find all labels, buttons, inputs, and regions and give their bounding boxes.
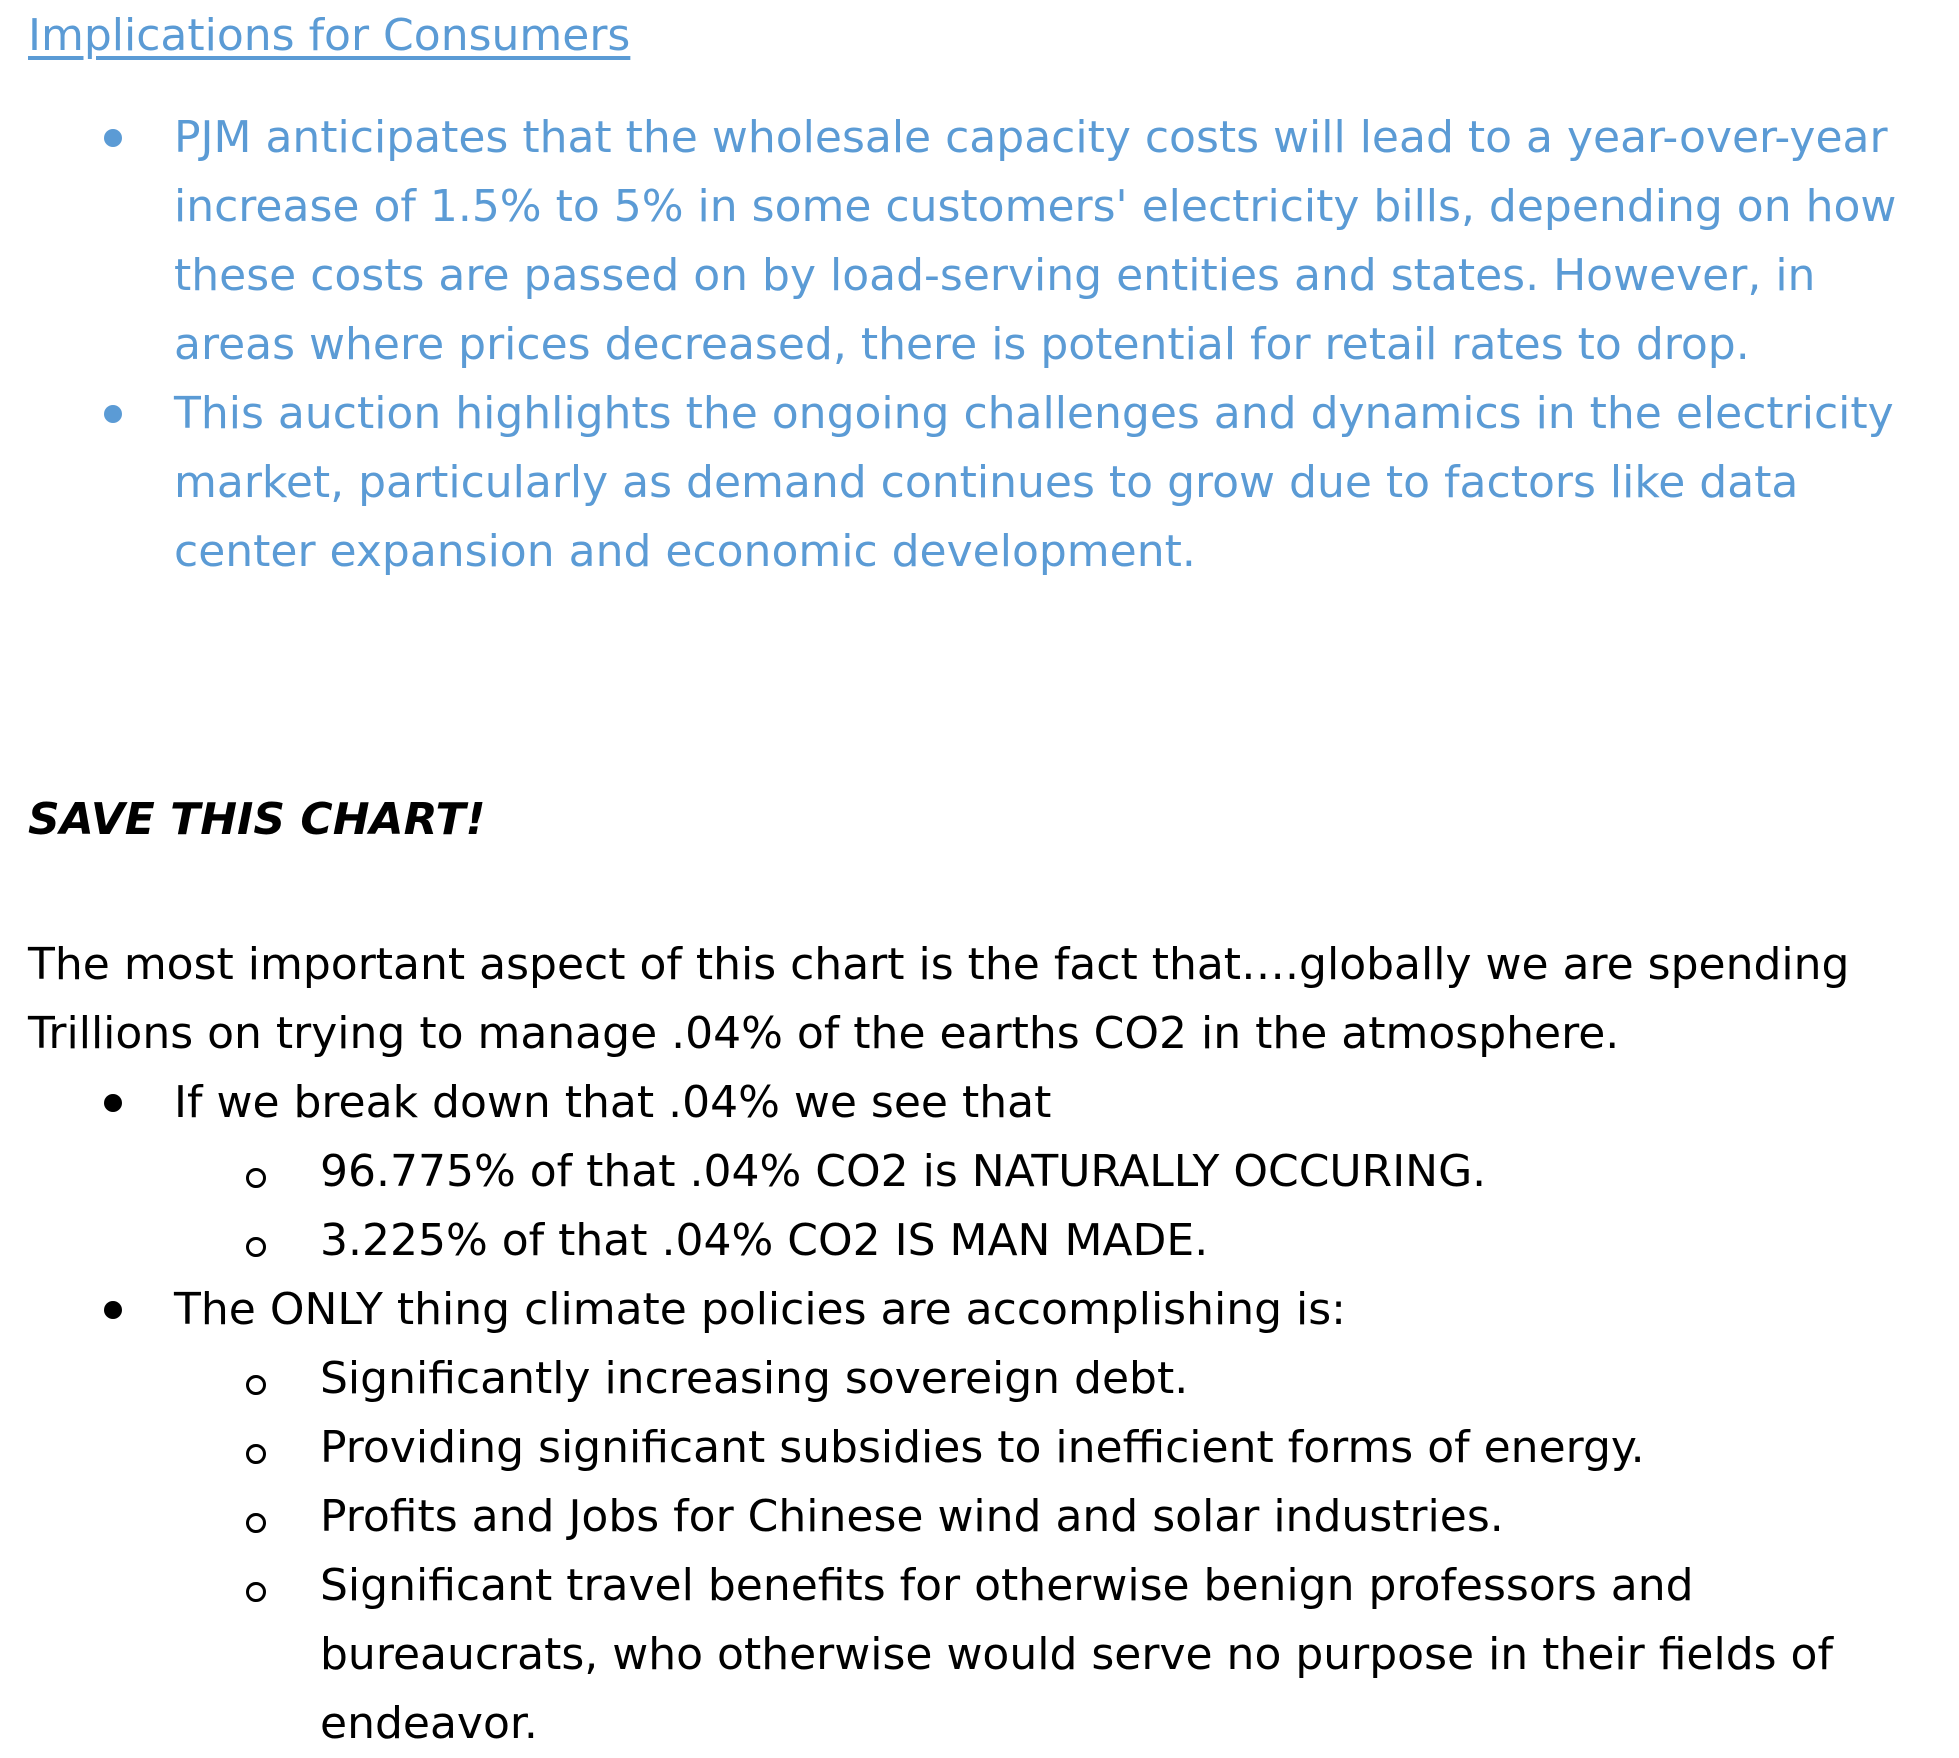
intro-paragraph: The most important aspect of this chart is the fact that….globally we are spending Trillions on trying to manage .04% of the earths CO2 in the atmosphere. (28, 939, 1850, 1059)
circle-bullet-icon (246, 1444, 266, 1464)
circle-bullet-icon (246, 1168, 266, 1188)
sub-list-item (0, 1482, 1959, 1551)
consumer-implications-list (0, 103, 1959, 586)
list-item-text: PJM anticipates that the wholesale capacity costs will lead to a year-over-year increase of 1.5% to 5% in some customers' electricity bills, depending on how these costs are passed on by load-serving entities and states. However, in areas where prices decreased, there is potential for retail rates to drop. (174, 112, 1897, 370)
sub-list-item-text: Providing significant subsidies to inefficient forms of energy. (320, 1422, 1645, 1473)
list-item (0, 1068, 1959, 1275)
implications-heading-link[interactable]: Implications for Consumers (28, 10, 631, 61)
list-item (0, 379, 1959, 586)
circle-bullet-icon (246, 1582, 266, 1602)
list-item-line (0, 1275, 1959, 1344)
sub-list-item-text: Significantly increasing sovereign debt. (320, 1353, 1189, 1404)
circle-bullet-icon (246, 1513, 266, 1533)
co2-breakdown-list (0, 1068, 1959, 1758)
bullet-icon (104, 129, 122, 147)
circle-bullet-icon (246, 1237, 266, 1257)
list-item-line (0, 1068, 1959, 1137)
sub-list-item-text: Significant travel benefits for otherwise benign professors and bureaucrats, who otherwise would serve no purpose in their fields of endeavor. (320, 1560, 1833, 1749)
list-item (0, 1275, 1959, 1758)
sub-list-item (0, 1413, 1959, 1482)
list-item (0, 103, 1959, 379)
list-item-text: This auction highlights the ongoing challenges and dynamics in the electricity market, particularly as demand continues to grow due to factors like data center expansion and economic development. (174, 388, 1894, 577)
circle-bullet-icon (246, 1375, 266, 1395)
bullet-icon (104, 1094, 122, 1112)
sub-list (0, 1137, 1959, 1275)
sub-list-item (0, 1551, 1959, 1758)
list-item-text: The ONLY thing climate policies are accomplishing is: (174, 1284, 1346, 1335)
sub-list (0, 1344, 1959, 1758)
sub-list-item (0, 1137, 1959, 1206)
sub-list-item-text: 96.775% of that .04% CO2 is NATURALLY OCCURING. (320, 1146, 1487, 1197)
bullet-icon (104, 405, 122, 423)
sub-list-item (0, 1206, 1959, 1275)
sub-list-item (0, 1344, 1959, 1413)
save-chart-title: SAVE THIS CHART! (28, 794, 486, 845)
list-item-text: If we break down that .04% we see that (174, 1077, 1052, 1128)
sub-list-item-text: 3.225% of that .04% CO2 IS MAN MADE. (320, 1215, 1209, 1266)
sub-list-item-text: Profits and Jobs for Chinese wind and solar industries. (320, 1491, 1504, 1542)
bullet-icon (104, 1301, 122, 1319)
